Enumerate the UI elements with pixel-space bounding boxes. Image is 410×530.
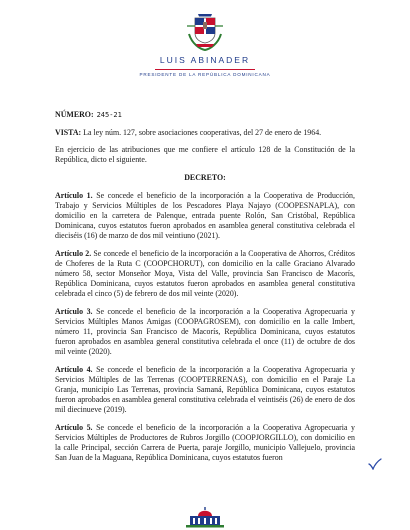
preamble-paragraph: En ejercicio de las atribuciones que me confiere el artículo 128 de la Constitución de la República, dicto el siguiente. <box>55 145 355 165</box>
article-text: Se concede el beneficio de la incorporación a la Cooperativa Agropecuaria y Servicios Múltiples Manos Amigas (COOPAGROSEM), con domicilio en la calle Imbert, número 11, provincia San Francisco de Macorís, República Dominicana, cuyos estatutos fueron aprobados en asamblea general constitutiva celebrada el once (11) de octubre de dos mil veinte (2020). <box>55 306 355 357</box>
decree-number-value: 245-21 <box>96 111 122 119</box>
header-divider <box>155 69 255 70</box>
palace-emblem-icon <box>184 506 226 528</box>
article-text: Se concede el beneficio de la incorporación a la Cooperativa Agropecuaria y Servicios Múltiples de las Terrenas (COOPTERRENAS), con domicilio en el Paraje La Granja, municipio Las Terrenas, provincia Samaná, República Dominicana, cuyos estatutos fueron aprobados en asamblea general constitutiva celebrada el veintiséis (26) de enero de dos mil diecinueve (2019). <box>55 365 355 415</box>
article-paragraph <box>55 365 355 415</box>
decree-heading: DECRETO: <box>184 173 226 183</box>
article-paragraph <box>55 191 355 241</box>
article-paragraph <box>55 249 355 299</box>
article-text: Se concede el beneficio de la incorporación a la Cooperativa Agropecuaria y Servicios Múltiples de Productores de Rubros Jorgillo (COOPJORGILLO), con domicilio en la calle Principal, sección Carrera de Puerta, paraje Jorgillo, municipio Vallejuelo, provincia San Juan de la Maguana, República Dominicana, cuyos estatutos fueron <box>55 423 355 463</box>
vista-text: La ley núm. 127, sobre asociaciones cooperativas, del 27 de enero de 1964. <box>83 127 322 137</box>
vista-label: VISTA: <box>55 127 82 137</box>
article-text: Se concede el beneficio de la incorporación a la Cooperativa de Ahorros, Créditos de Choferes de la Ruta C (COOPCHORUT), con domicilio en la calle Graciano Alvarado número 58, sector Monseñor Moya, Vista del Valle, provincia San Francisco de Macorís, República Dominicana, cuyos estatutos fueron aprobados en asamblea general constitutiva celebrada el cinco (5) de febrero de dos mil veinte (2020). <box>55 248 355 299</box>
article-label: Artículo 1. <box>55 190 93 200</box>
president-name: LUIS ABINADER <box>159 55 251 65</box>
article-label: Artículo 4. <box>55 365 93 375</box>
article-label: Artículo 3. <box>55 306 93 316</box>
vista-paragraph <box>55 128 355 138</box>
president-title: PRESIDENTE DE LA REPÚBLICA DOMINICANA <box>139 72 271 77</box>
document-body <box>55 110 355 471</box>
article-paragraph <box>55 423 355 463</box>
article-text: Se concede el beneficio de la incorporación a la Cooperativa de Producción, Trabajo y Servicios Múltiples de los Pescadores Playa Najayo (COOPESNAPLA), con domicilio en la carretera de Palenque, entrada puente Rolón, San Cristóbal, República Dominicana, cuyos estatutos fueron aprobados en asamblea general constitutiva celebrada el dieciséis (16) de marzo de dos mil veintiuno (2021). <box>55 190 355 241</box>
article-label: Artículo 2. <box>55 248 92 258</box>
coat-of-arms-icon <box>184 10 226 52</box>
decree-number <box>55 110 355 120</box>
handwritten-check-icon <box>368 458 382 470</box>
article-paragraph <box>55 307 355 357</box>
decree-number-label: NÚMERO: <box>55 110 94 119</box>
article-label: Artículo 5. <box>55 423 93 433</box>
